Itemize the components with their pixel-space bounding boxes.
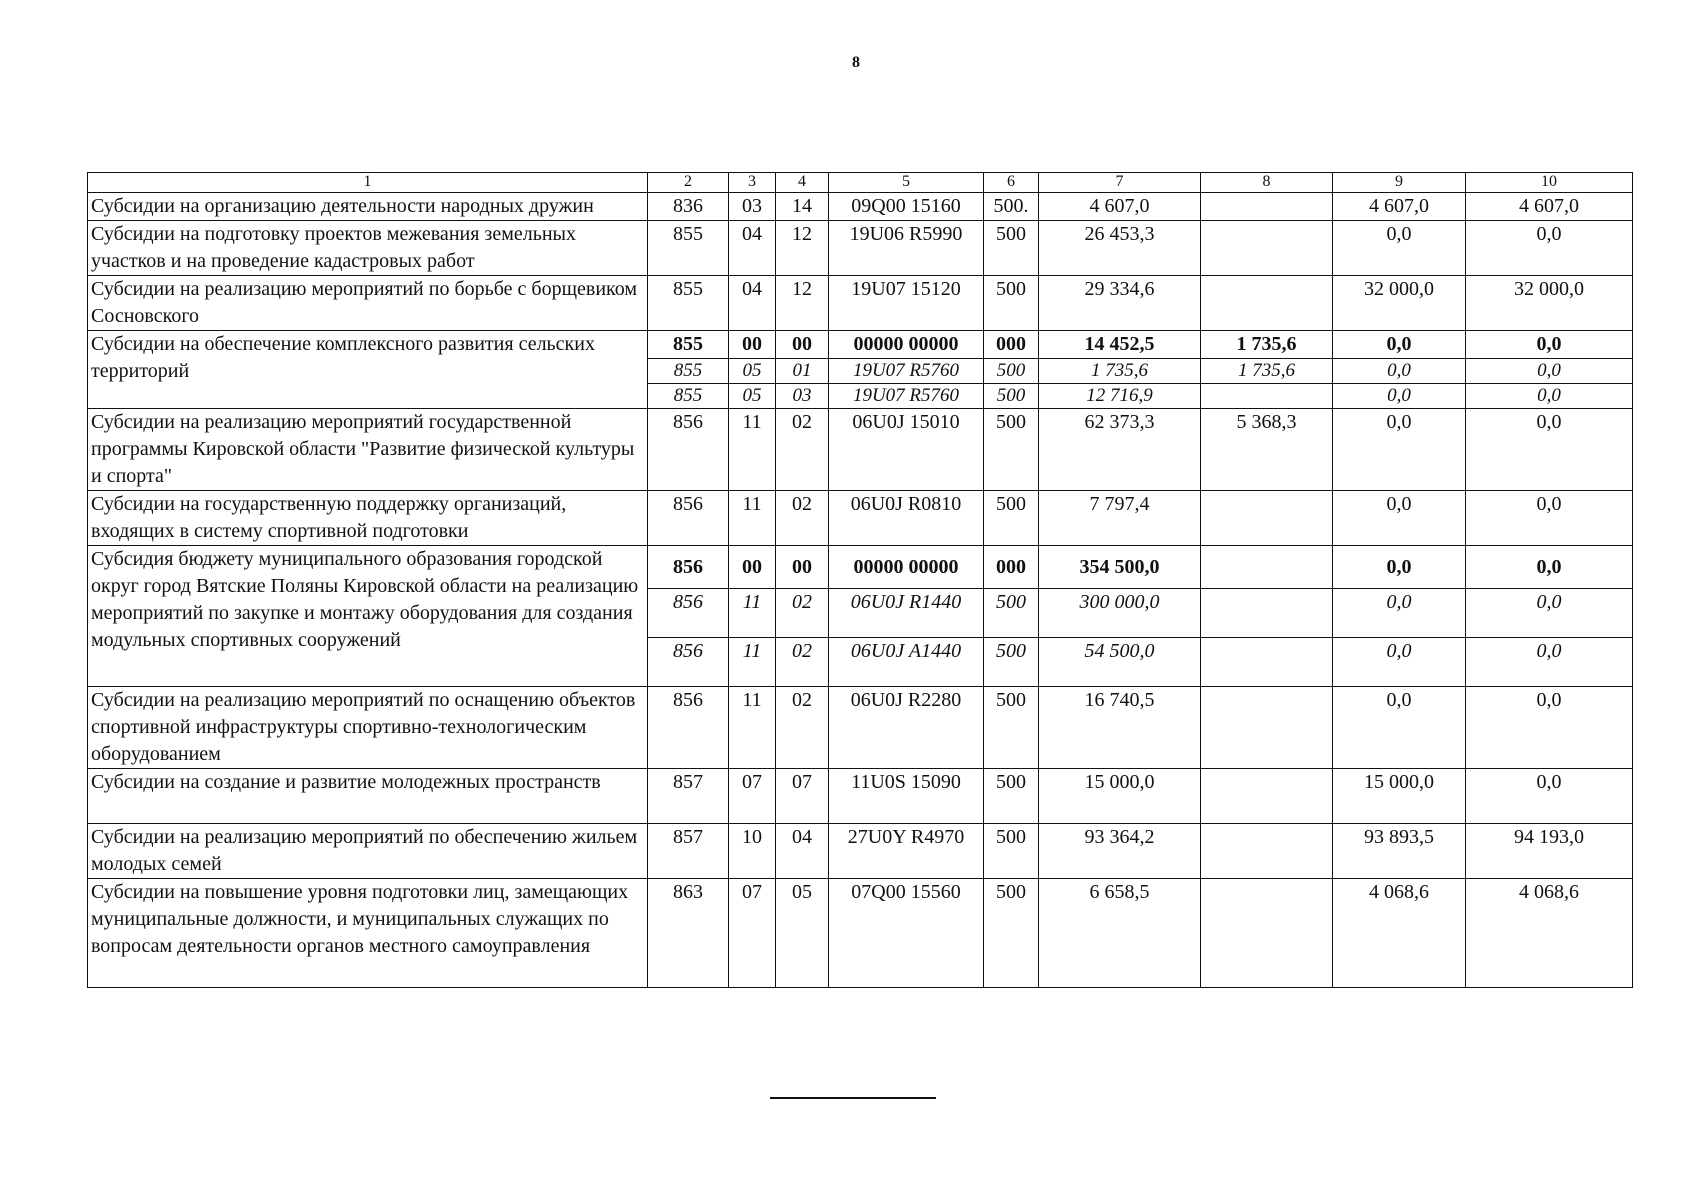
cell-c5: 19U07 R5760 [829, 359, 984, 384]
cell-c6: 500 [984, 409, 1039, 491]
cell-c6: 500 [984, 824, 1039, 879]
cell-c10: 0,0 [1466, 589, 1633, 638]
cell-c7: 62 373,3 [1039, 409, 1201, 491]
cell-c8 [1201, 879, 1333, 988]
cell-c3: 00 [729, 331, 776, 359]
cell-c4: 14 [776, 193, 829, 221]
table-row [88, 193, 1633, 221]
cell-c8 [1201, 384, 1333, 409]
cell-c7: 6 658,5 [1039, 879, 1201, 988]
row-name-cell: Субсидия бюджету муниципального образования городской округ город Вятские Поляны Кировской области на реализацию мероприятий по закупке и монтажу оборудования для создания модульных спортивных сооружений [88, 546, 648, 687]
cell-c6: 500 [984, 638, 1039, 687]
cell-c3: 11 [729, 638, 776, 687]
cell-c2: 855 [648, 221, 729, 276]
cell-c2: 836 [648, 193, 729, 221]
cell-c3: 11 [729, 491, 776, 546]
cell-c5: 09Q00 15160 [829, 193, 984, 221]
cell-c3: 04 [729, 276, 776, 331]
cell-c2: 856 [648, 546, 729, 589]
cell-c3: 10 [729, 824, 776, 879]
cell-c4: 00 [776, 546, 829, 589]
cell-c9: 32 000,0 [1333, 276, 1466, 331]
table-row [88, 221, 1633, 276]
row-name-cell: Субсидии на организацию деятельности народных дружин [88, 193, 648, 221]
cell-c4: 04 [776, 824, 829, 879]
cell-c6: 500 [984, 687, 1039, 769]
table-row [88, 546, 1633, 589]
cell-c5: 19U07 15120 [829, 276, 984, 331]
cell-c4: 12 [776, 221, 829, 276]
row-name-cell: Субсидии на реализацию мероприятий по оснащению объектов спортивной инфраструктуры спортивно-технологическим оборудованием [88, 687, 648, 769]
cell-c4: 02 [776, 638, 829, 687]
cell-c4: 02 [776, 491, 829, 546]
cell-c7: 16 740,5 [1039, 687, 1201, 769]
cell-c10: 4 607,0 [1466, 193, 1633, 221]
cell-c6: 500 [984, 276, 1039, 331]
cell-c8: 5 368,3 [1201, 409, 1333, 491]
cell-c4: 02 [776, 409, 829, 491]
column-header: 9 [1333, 173, 1466, 193]
cell-c10: 4 068,6 [1466, 879, 1633, 988]
cell-c2: 856 [648, 409, 729, 491]
table-header-row [88, 173, 1633, 193]
column-header: 1 [88, 173, 648, 193]
cell-c10: 0,0 [1466, 384, 1633, 409]
cell-c10: 0,0 [1466, 221, 1633, 276]
cell-c5: 06U0J 15010 [829, 409, 984, 491]
cell-c2: 856 [648, 687, 729, 769]
cell-c2: 856 [648, 491, 729, 546]
row-name-cell: Субсидии на реализацию мероприятий по обеспечению жильем молодых семей [88, 824, 648, 879]
cell-c6: 000 [984, 546, 1039, 589]
cell-c4: 07 [776, 769, 829, 824]
cell-c9: 0,0 [1333, 384, 1466, 409]
cell-c3: 03 [729, 193, 776, 221]
cell-c9: 4 607,0 [1333, 193, 1466, 221]
row-name-cell: Субсидии на подготовку проектов межевания земельных участков и на проведение кадастровых работ [88, 221, 648, 276]
table-row [88, 331, 1633, 359]
table-row [88, 769, 1633, 824]
table-row [88, 409, 1633, 491]
cell-c8: 1 735,6 [1201, 331, 1333, 359]
cell-c7: 26 453,3 [1039, 221, 1201, 276]
cell-c5: 06U0J R1440 [829, 589, 984, 638]
cell-c8 [1201, 221, 1333, 276]
cell-c2: 857 [648, 824, 729, 879]
page-number: 8 [852, 54, 860, 71]
cell-c9: 93 893,5 [1333, 824, 1466, 879]
cell-c10: 0,0 [1466, 769, 1633, 824]
cell-c4: 12 [776, 276, 829, 331]
cell-c2: 856 [648, 638, 729, 687]
cell-c5: 06U0J A1440 [829, 638, 984, 687]
row-name-cell: Субсидии на создание и развитие молодежных пространств [88, 769, 648, 824]
row-name-cell: Субсидии на повышение уровня подготовки лиц, замещающих муниципальные должности, и муниципальных служащих по вопросам деятельности органов местного самоуправления [88, 879, 648, 988]
cell-c10: 0,0 [1466, 687, 1633, 769]
column-header: 3 [729, 173, 776, 193]
cell-c6: 500 [984, 384, 1039, 409]
cell-c6: 500 [984, 491, 1039, 546]
cell-c8 [1201, 546, 1333, 589]
row-name-cell: Субсидии на обеспечение комплексного развития сельских территорий [88, 331, 648, 409]
cell-c5: 19U06 R5990 [829, 221, 984, 276]
row-name-cell: Субсидии на государственную поддержку организаций, входящих в систему спортивной подготовки [88, 491, 648, 546]
cell-c7: 354 500,0 [1039, 546, 1201, 589]
cell-c7: 29 334,6 [1039, 276, 1201, 331]
cell-c8 [1201, 638, 1333, 687]
cell-c9: 0,0 [1333, 409, 1466, 491]
cell-c6: 000 [984, 331, 1039, 359]
cell-c2: 855 [648, 359, 729, 384]
cell-c5: 07Q00 15560 [829, 879, 984, 988]
cell-c9: 0,0 [1333, 638, 1466, 687]
cell-c6: 500 [984, 589, 1039, 638]
cell-c4: 01 [776, 359, 829, 384]
cell-c2: 855 [648, 331, 729, 359]
cell-c4: 05 [776, 879, 829, 988]
cell-c5: 06U0J R2280 [829, 687, 984, 769]
cell-c8 [1201, 769, 1333, 824]
cell-c3: 05 [729, 359, 776, 384]
cell-c4: 02 [776, 687, 829, 769]
cell-c7: 54 500,0 [1039, 638, 1201, 687]
cell-c3: 11 [729, 589, 776, 638]
cell-c5: 11U0S 15090 [829, 769, 984, 824]
cell-c7: 7 797,4 [1039, 491, 1201, 546]
cell-c9: 0,0 [1333, 491, 1466, 546]
cell-c8 [1201, 193, 1333, 221]
column-header: 7 [1039, 173, 1201, 193]
table-row [88, 276, 1633, 331]
cell-c5: 19U07 R5760 [829, 384, 984, 409]
table-row [88, 879, 1633, 988]
cell-c9: 0,0 [1333, 589, 1466, 638]
cell-c2: 855 [648, 384, 729, 409]
column-header: 2 [648, 173, 729, 193]
cell-c9: 0,0 [1333, 359, 1466, 384]
column-header: 8 [1201, 173, 1333, 193]
cell-c4: 02 [776, 589, 829, 638]
cell-c9: 0,0 [1333, 331, 1466, 359]
cell-c7: 4 607,0 [1039, 193, 1201, 221]
cell-c8 [1201, 824, 1333, 879]
cell-c8 [1201, 276, 1333, 331]
cell-c9: 0,0 [1333, 687, 1466, 769]
cell-c5: 06U0J R0810 [829, 491, 984, 546]
cell-c9: 0,0 [1333, 221, 1466, 276]
cell-c4: 03 [776, 384, 829, 409]
cell-c7: 93 364,2 [1039, 824, 1201, 879]
cell-c10: 0,0 [1466, 546, 1633, 589]
cell-c4: 00 [776, 331, 829, 359]
cell-c8 [1201, 687, 1333, 769]
cell-c10: 32 000,0 [1466, 276, 1633, 331]
table-row [88, 687, 1633, 769]
cell-c6: 500 [984, 221, 1039, 276]
column-header: 6 [984, 173, 1039, 193]
cell-c10: 0,0 [1466, 359, 1633, 384]
cell-c7: 14 452,5 [1039, 331, 1201, 359]
cell-c5: 00000 00000 [829, 546, 984, 589]
cell-c6: 500. [984, 193, 1039, 221]
cell-c7: 300 000,0 [1039, 589, 1201, 638]
cell-c5: 27U0Y R4970 [829, 824, 984, 879]
column-header: 5 [829, 173, 984, 193]
cell-c3: 11 [729, 687, 776, 769]
cell-c6: 500 [984, 879, 1039, 988]
table-row [88, 491, 1633, 546]
cell-c8 [1201, 589, 1333, 638]
cell-c8: 1 735,6 [1201, 359, 1333, 384]
cell-c10: 0,0 [1466, 409, 1633, 491]
cell-c3: 07 [729, 769, 776, 824]
cell-c3: 00 [729, 546, 776, 589]
row-name-cell: Субсидии на реализацию мероприятий государственной программы Кировской области "Развитие физической культуры и спорта" [88, 409, 648, 491]
cell-c3: 11 [729, 409, 776, 491]
cell-c2: 855 [648, 276, 729, 331]
cell-c9: 0,0 [1333, 546, 1466, 589]
cell-c2: 857 [648, 769, 729, 824]
cell-c6: 500 [984, 769, 1039, 824]
cell-c3: 07 [729, 879, 776, 988]
cell-c7: 1 735,6 [1039, 359, 1201, 384]
column-header: 10 [1466, 173, 1633, 193]
footer-divider [770, 1097, 936, 1099]
table-row [88, 824, 1633, 879]
cell-c8 [1201, 491, 1333, 546]
cell-c10: 0,0 [1466, 638, 1633, 687]
cell-c10: 0,0 [1466, 491, 1633, 546]
cell-c10: 94 193,0 [1466, 824, 1633, 879]
cell-c7: 12 716,9 [1039, 384, 1201, 409]
column-header: 4 [776, 173, 829, 193]
cell-c6: 500 [984, 359, 1039, 384]
cell-c5: 00000 00000 [829, 331, 984, 359]
row-name-cell: Субсидии на реализацию мероприятий по борьбе с борщевиком Сосновского [88, 276, 648, 331]
subsidies-table [87, 172, 1633, 988]
cell-c2: 856 [648, 589, 729, 638]
cell-c9: 4 068,6 [1333, 879, 1466, 988]
cell-c3: 04 [729, 221, 776, 276]
cell-c9: 15 000,0 [1333, 769, 1466, 824]
cell-c7: 15 000,0 [1039, 769, 1201, 824]
cell-c10: 0,0 [1466, 331, 1633, 359]
cell-c2: 863 [648, 879, 729, 988]
cell-c3: 05 [729, 384, 776, 409]
